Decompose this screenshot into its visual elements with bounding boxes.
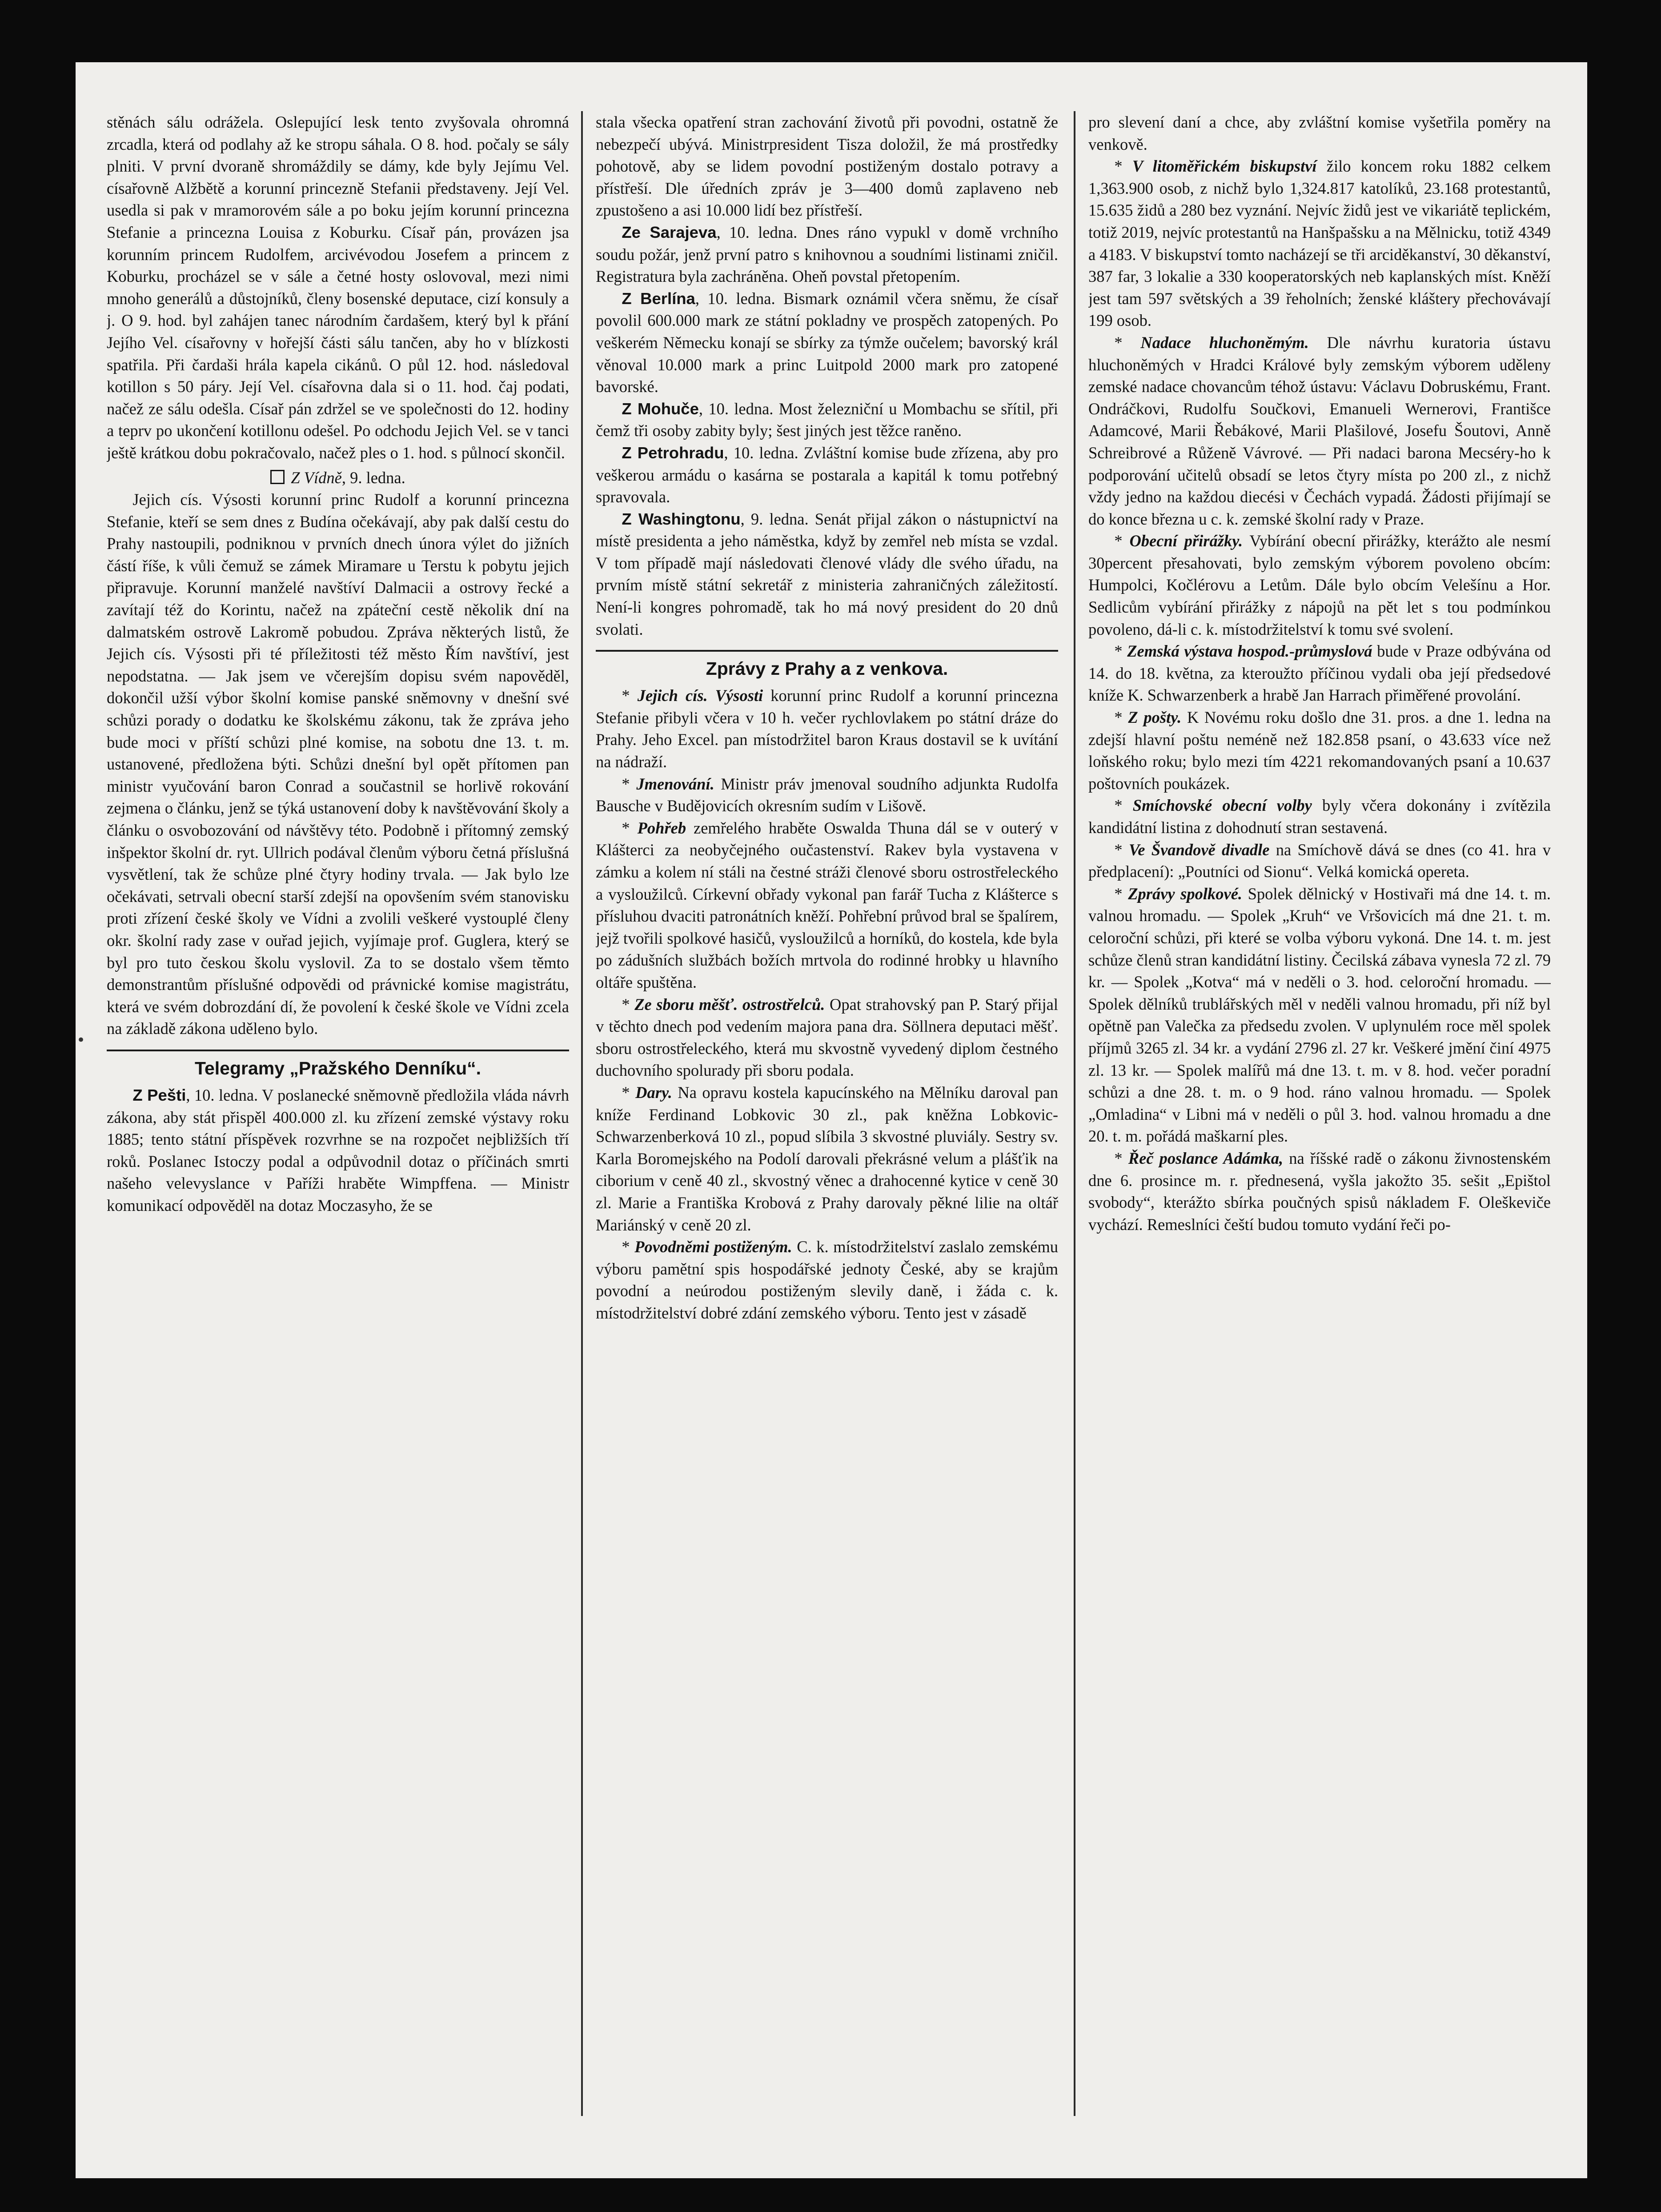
telegram-place: Z Petrohradu [622, 443, 724, 462]
news-keyword: Jmenování. [636, 774, 714, 793]
news-keyword: Smíchovské obecní volby [1132, 796, 1312, 815]
telegram-text: , 10. ledna. Most železniční u Mombachu se sřítil, při čemž tři osoby zabity byly; šest jiných jest těžce raněno. [596, 399, 1058, 440]
box-marker-icon [270, 470, 285, 484]
news-item: * Obecní přirážky. Vybírání obecní přirážky, kterážto ale nesmí 30percent přesahovati, bylo zemským výborem povoleno obcím: Humpolci, Kočlérovu a Letům. Dále bylo obcím Velešínu a Hor. Sedlicům vybírání přirážky z nápojů na pět let s tou podmínkou povoleno, dá-li c. k. místodržitelství k tomu své svolení. [1088, 532, 1551, 638]
telegram-text: , 10. ledna. Dnes ráno vypukl v domě vrchního soudu požár, jenž první patro s knihovnou a soudními listinami zničil. Registratura byla zachráněna. Oheň povstal přetopením. [596, 223, 1058, 286]
news-text: Dle návrhu kuratoria ústavu hluchoněmých v Hradci Králové byly zemským výborem uděleny zemské nadace chovancům téhož ústavu: Václavu Dobruskému, Frant. Ondráčkovi, Rudolfu Součkovi, Emanueli Wernerovi, Františce Adamcové, Marii Řebákové, Marii Plašilové, Josefu Šoutovi, Anně Schreibrové a Růženě Vávrové. — Při nadaci barona Mecséry-ho k podporování učitelů obsadí se letos čtyry místa po 200 zl., z nichž vždy jedno na každou diecési v Čechách vypadá. Žádosti přijímají se do konce března u c. k. zemské školní rady v Praze. [1088, 333, 1551, 528]
column-divider [581, 111, 583, 2116]
news-text: bude v Praze odbývána od 14. do 18. května, za kteroužto příčinou vydali oba její předsedové kníže K. Schwarzenberk a hrabě Jan Harrach přiměřené provolání. [1088, 642, 1551, 705]
news-text: Vybírání obecní přirážky, kterážto ale nesmí 30percent přesahovati, bylo zemským výborem povoleno obcím: Humpolci, Kočlérovu a Letům. Dále bylo obcím Velešínu a Hor. Sedlicům vybírání přirážky z nápojů na pět let s tou podmínkou povoleno, dá-li c. k. místodržitelství k tomu své svolení. [1088, 532, 1551, 638]
news-keyword: Z pošty. [1128, 708, 1182, 727]
news-keyword: Zprávy spolkové. [1128, 884, 1243, 903]
vienna-dateline [107, 467, 569, 489]
pest-continued-paragraph: stala všecka opatření stran zachování životů při povodni, ostatně že nebezpečí ubývá. Ministrpresident Tisza doložil, že má prostředky pohotově, aby se lidem povodní postiženým dostalo potravy a přístřeší. Dle úředních zpráv je 3—400 domů zaplaveno neb zpustošeno a asi 10.000 lidí bez přístřeší. [596, 113, 1058, 220]
news-item: * Smíchovské obecní volby byly včera dokonány i zvítězila kandidátní listina z dohodnutí stran sestavená. [1088, 796, 1551, 837]
news-keyword: Jejich cís. Výsosti [637, 686, 763, 705]
news-text: korunní princ Rudolf a korunní princezna Stefanie přibyli včera v 10 h. večer rychlovlakem po státní dráze do Prahy. Jeho Excel. pan místodržitel baron Kraus dostavil se k uvítání na nádraží. [596, 686, 1058, 771]
telegram-place: Z Mohuče [622, 399, 699, 418]
news-item: * Ze sboru měšť. ostrostřelců. Opat strahovský pan P. Starý přijal v těchto dnech pod vedením majora pana dra. Söllnera deputaci měšť. sboru ostrostřeleckého, která mu skvostně vyvedený diplom čestného duchovního spolurady při sboru podala. [596, 995, 1058, 1080]
news-text: zemřelého hraběte Oswalda Thuna dál se v outerý v Klášterci za neobyčejného oučastenství. Rakev byla vystavena v zámku a kolem ní stáli na čestné stráži členové sboru ostrostřeleckého a vysloužilců. Církevní obřady vykonal pan farář Tucha z Klášterce s přísluhou dvaciti patronátních kněží. Pohřební průvod bral se špalírem, jejž tvořili spolkové hasičů, vysloužilců a horníků, do kostela, kde byla po zádušních službách božích mrtvola do rodinné hrobky u hlavního oltáře spuštěna. [596, 818, 1058, 991]
margin-bullet-icon: • [76, 1031, 86, 1049]
news-keyword: Ve Švandově divadle [1128, 840, 1270, 859]
news-text: žilo koncem roku 1882 celkem 1,363.900 osob, z nichž bylo 1,324.817 katolíků, 23.168 protestantů, 15.635 židů a 280 bez vyznání. Nejvíc židů jest ve vikariátě teplickém, totiž 2019, nejvíc protestantů na Hanšpašsku a na Mělnicku, totiž 4349 a 4183. V biskupství tomto nacházejí se tři arciděkanství, 30 děkanství, 387 far, 3 lokalie a 330 kooperatorských neb kaplanských míst. Kněží jest tam 597 světských a 39 řeholních; ženské kláštery přechovávají 199 osob. [1088, 157, 1551, 330]
news-item: * Zemská výstava hospod.-průmyslová bude v Praze odbývána od 14. do 18. května, za kteroužto příčinou vydali oba její předsedové kníže K. Schwarzenberk a hrabě Jan Harrach přiměřené provolání. [1088, 642, 1551, 705]
news-item: * Jmenování. Ministr práv jmenoval soudního adjunkta Rudolfa Bausche v Budějovicích okresním sudím v Lišově. [596, 774, 1058, 815]
news-text: C. k. místodržitelství zaslalo zemskému výboru pamětní spis hospodářské jednoty České, aby se krajům povodní a neúrodou postiženým slevily daně, i žáda c. k. místodržitelství dobré zdání zemského výboru. Tento jest v zásadě [596, 1238, 1058, 1322]
vienna-report-paragraph: Jejich cís. Výsosti korunní princ Rudolf a korunní princezna Stefanie, kteří se sem dnes z Budína očekávají, aby pak další cestu do Prahy nastoupili, podniknou v prvních dnech února výlet do jižních částí říše, k vůli čemuž se zámek Miramare u Terstu k pobytu jejich připravuje. Korunní manželé navštíví Dalmacii a ostrovy řecké a zavítají též do Korintu, načež na zpáteční cestě několik dní na dalmatském ostrově Lakromě pobudou. Zpráva některých listů, že Jejich cís. Výsosti při té příležitosti též město Řím navštíví, jest nepodstatna. — Jak jsem ve včerejším dopisu svém napověděl, dokončil užší výbor školní komise panské sněmovny v dnešní své schůzi porady o dodatku ke školskému zákonu, tak že zpráva jeho bude moci v příští schůzi plné komise, na sobotu dne 13. t. m. ustanovené, předložena býti. Schůzi dnešní byl opět přítomen pan ministr vyučování baron Conrad a součastnil se horlivě rokování zejmena o článku, jenž se týká ustanovení doby k navštěvování školy a článku o osvobozování od návštěvy této. Podobně i přítomný zemský inšpektor školní dr. ryt. Ullrich podával členům výboru četná příslušná vysvětlení, tak že schůze plné čtyry hodiny trvala. — Jak bylo lze očekávati, setrvali obecní starší zdejší na opovšením svém stanovisku proti zřízení české školy ve Vídni a zvolili veškeré vystouplé členy okr. školní rady zase v ouřad jejich, vyjímaje prof. Guglera, který se byl pro tuto českou školu vyslovil. Za to se dostalo všem těmto demonstrantům příslušné odpovědi od právnické komise magistrátu, která ve svém dobrozdání dí, že povolení k české škole ve Vídni zcela na základě zákona uděleno bylo. [107, 490, 569, 1038]
news-keyword: Obecní přirážky. [1129, 532, 1243, 550]
news-item: * V litoměřickém biskupství žilo koncem roku 1882 celkem 1,363.900 osob, z nichž bylo 1,324.817 katolíků, 23.168 protestantů, 15.635 židů a 280 bez vyznání. Nejvíc židů jest ve vikariátě teplickém, totiž 2019, nejvíc protestantů na Hanšpašsku a na Mělnicku, totiž 4349 a 4183. V biskupství tomto nacházejí se tři arciděkanství, 30 děkanství, 387 far, 3 lokalie a 330 kooperatorských neb kaplanských míst. Kněží jest tam 597 světských a 39 řeholních; ženské kláštery přechovávají 199 osob. [1088, 157, 1551, 330]
telegram-text: , 10. ledna. Zvláštní komise bude zřízena, aby pro veškerou armádu o kasárna se postarala a kapitál k tomu potřebný spravovala. [596, 443, 1058, 506]
news-keyword: V litoměřickém biskupství [1132, 157, 1317, 176]
newspaper-page [76, 62, 1587, 2178]
telegram-text: , 10. ledna. Bismark oznámil včera sněmu, že císař povolil 600.000 mark ze státní pokladny ve prospěch zatopených. Po veškerém Německu konají se sbírky za týmže oučelem; bavorský král věnoval 10.000 mark a princ Luitpold 2000 mark pro zatopené bavorské. [596, 289, 1058, 396]
news-item: * Zprávy spolkové. Spolek dělnický v Hostivaři má dne 14. t. m. valnou hromadu. — Spolek „Kruh“ ve Vršovicích má dne 21. t. m. celoroční schůzi, při které se volba výboru vykoná. Dne 14. t. m. jest schůze členů stran kandidátní listiny. Čecilská zábava vynesla 72 zl. 79 kr. — Spolek „Kotva“ má v neděli o 3. hod. celoroční hromadu. — Spolek dělníků trublářských měl v neděli valnou hromadu, při níž byl opětně pan Valečka za předsedu zvolen. V uplynulém roce měl spolek příjmů 3265 zl. 34 kr. a vydání 2796 zl. 27 kr. Veškeré jmění činí 4975 zl. 13 kr. — Spolek malířů má dne 13. t. m. v 8. hod. večer poradní schůzi a dne 28. t. m. o 9 hod. ráno valnou hromadu. — Spolek „Omladina“ v Libni má v neděli o půl 3. hod. valnou hromadu a dne 20. t. m. pořádá maškarní ples. [1088, 884, 1551, 1146]
news-item: * Povodněmi postiženým. C. k. místodržitelství zaslalo zemskému výboru pamětní spis hospodářské jednoty České, aby se krajům povodní a neúrodou postiženým slevily daně, i žáda c. k. místodržitelství dobré zdání zemského výboru. Tento jest v zásadě [596, 1238, 1058, 1322]
news-keyword: Řeč poslance Adámka, [1128, 1149, 1284, 1167]
telegram-item [596, 398, 1058, 442]
news-item: * Nadace hluchoněmým. Dle návrhu kuratoria ústavu hluchoněmých v Hradci Králové byly zemským výborem uděleny zemské nadace chovancům téhož ústavu: Václavu Dobruskému, Frant. Ondráčkovi, Rudolfu Součkovi, Emanueli Wernerovi, Františce Adamcové, Marii Řebákové, Marii Plašilové, Josefu Šoutovi, Anně Schreibrové a Růženě Vávrové. — Při nadaci barona Mecséry-ho k podporování učitelů obsadí se letos čtyry místa po 200 zl., z nichž vždy jedno na každou diecési v Čechách vypadá. Žádosti přijímají se do konce března u c. k. zemské školní rady v Praze. [1088, 333, 1551, 528]
news-text: na říšské radě o zákonu živnostenském dne 6. prosince m. r. přednesená, vyšla jakožto 35. sešit „Epištol svobody“, kterážto sbírka poučných spisů nákladem F. Oleškeviče vychází. Remeslníci čeští budou tomuto vydání řeči po- [1088, 1149, 1551, 1234]
news-item: * Dary. Na opravu kostela kapucínského na Mělníku daroval pan kníže Ferdinand Lobkovic 30 zl., pak kněžna Lobkovic-Schwarzenberková 10 zl., popud slíbila 3 skvostné pluviály. Sestry sv. Karla Boromejského na Podolí darovali překrásné velum a plášťik na ciborium v ceně 40 zl., skvostný věnec a drahocenné kytice v ceně 30 zl. Marie a Františka Krobová z Prahy darovaly pěkné lilie na oltář Mariánský v ceně 20 zl. [596, 1083, 1058, 1234]
prague-news-heading: Zprávy z Prahy a z venkova. [596, 650, 1058, 680]
news-text: Spolek dělnický v Hostivaři má dne 14. t. m. valnou hromadu. — Spolek „Kruh“ ve Vršovicích má dne 21. t. m. celoroční schůzi, při které se volba výboru vykoná. Dne 14. t. m. jest schůze členů stran kandidátní listiny. Čecilská zábava vynesla 72 zl. 79 kr. — Spolek „Kotva“ má v neděli o 3. hod. celoroční hromadu. — Spolek dělníků trublářských měl v neděli valnou hromadu, při níž byl opětně pan Valečka za předsedu zvolen. V uplynulém roce měl spolek příjmů 3265 zl. 34 kr. a vydání 2796 zl. 27 kr. Veškeré jmění činí 4975 zl. 13 kr. — Spolek malířů má dne 13. t. m. v 8. hod. večer poradní schůzi a dne 28. t. m. o 9 hod. ráno valnou hromadu. — Spolek „Omladina“ v Libni má v neděli o půl 3. hod. valnou hromadu a dne 20. t. m. pořádá maškarní ples. [1088, 884, 1551, 1146]
news-text: byly včera dokonány i zvítězila kandidátní listina z dohodnutí stran sestavená. [1088, 796, 1551, 837]
news-item: * Z pošty. K Novému roku došlo dne 31. pros. a dne 1. ledna na zdejší hlavní poštu neméně než 182.858 psaní, o 43.633 více než loňského roku; bylo mezi tím 4221 rekomandovaných psaní a 10.637 poštovních poukázek. [1088, 708, 1551, 793]
news-item: * Ve Švandově divadle na Smíchově dává se dnes (co 41. hra v předplacení): „Poutníci od Sionu“. Velká komická opereta. [1088, 840, 1551, 881]
vienna-dateline-date: , 9. ledna. [341, 468, 405, 487]
telegram-text: , 9. ledna. Senát přijal zákon o nástupnictví na místě presidenta a jeho náměstka, když by zemřel neb místa se vzdal. V tom případě mají následovati členové vlády dle svého úřadu, na prvním místě státní sekretář z ministeria zahraničných záležitostí. Není-li kongres pohromadě, tak ho má nový president do 20 dnů svolati. [596, 509, 1058, 638]
telegrams-heading: Telegramy „Pražského Denníku“. [107, 1050, 569, 1080]
news-keyword: Nadace hluchoněmým. [1140, 333, 1309, 352]
news-keyword: Dary. [635, 1083, 672, 1102]
pest-text: , 10. ledna. V poslanecké sněmovně předložila vláda návrh zákona, aby stát přispěl 400.000 zl. ku zřízení zemské výstavy roku 1885; tento státní příspěvek rozvrhne se na rozpočet nejbližších tří roků. Poslanec Istoczy podal a odpůvodnil dotaz o příčinách smrti našeho velevyslance v Paříži hraběte Wimpffena. — Ministr komunikací odpověděl na dotaz Moczasyho, že se [107, 1086, 569, 1214]
telegram-place: Z Berlína [622, 289, 695, 308]
news-item: * Jejich cís. Výsosti korunní princ Rudolf a korunní princezna Stefanie přibyli včera v 10 h. večer rychlovlakem po státní dráze do Prahy. Jeho Excel. pan místodržitel baron Kraus dostavil se k uvítání na nádraží. [596, 686, 1058, 771]
pest-place: Z Pešti [132, 1086, 186, 1104]
news-text: na Smíchově dává se dnes (co 41. hra v předplacení): „Poutníci od Sionu“. Velká komická opereta. [1088, 840, 1551, 881]
vienna-dateline-place: Z Vídně [291, 468, 342, 487]
telegram-item [596, 221, 1058, 288]
news-text: Na opravu kostela kapucínského na Mělníku daroval pan kníže Ferdinand Lobkovic 30 zl., pak kněžna Lobkovic-Schwarzenberková 10 zl., popud slíbila 3 skvostné pluviály. Sestry sv. Karla Boromejského na Podolí darovali překrásné velum a plášťik na ciborium v ceně 40 zl., skvostný věnec a drahocenné kytice v ceně 30 zl. Marie a Františka Krobová z Prahy darovaly pěkné lilie na oltář Mariánský v ceně 20 zl. [596, 1083, 1058, 1234]
column-right [1088, 111, 1551, 2129]
news-text: K Novému roku došlo dne 31. pros. a dne 1. ledna na zdejší hlavní poštu neméně než 182.858 psaní, o 43.633 více než loňského roku; bylo mezi tím 4221 rekomandovaných psaní a 10.637 poštovních poukázek. [1088, 708, 1551, 793]
pest-telegram [107, 1084, 569, 1217]
news-keyword: Pohřeb [637, 818, 686, 837]
telegram-item [596, 508, 1058, 641]
telegram-place: Ze Sarajeva [622, 223, 717, 241]
news-text: Ministr práv jmenoval soudního adjunkta Rudolfa Bausche v Budějovicích okresním sudím v Lišově. [596, 774, 1058, 815]
news-text: Opat strahovský pan P. Starý přijal v těchto dnech pod vedením majora pana dra. Söllnera deputaci měšť. sboru ostrostřeleckého, která mu skvostně vyvedený diplom čestného duchovního spolurady při sboru podala. [596, 995, 1058, 1080]
news-keyword: Ze sboru měšť. ostrostřelců. [634, 995, 825, 1014]
news-item: * Řeč poslance Adámka, na říšské radě o zákonu živnostenském dne 6. prosince m. r. přednesená, vyšla jakožto 35. sešit „Epištol svobody“, kterážto sbírka poučných spisů nákladem F. Oleškeviče vychází. Remeslníci čeští budou tomuto vydání řeči po- [1088, 1149, 1551, 1234]
ball-report-paragraph: stěnách sálu odrážela. Oslepující lesk tento zvyšovala ohromná zrcadla, která od podlahy až ke stropu sáhala. O 8. hod. počaly se sály plniti. V první dvoraně shromáždily se dámy, kde byly Jejímu Vel. císařovně Alžbětě a korunní princezně Stefanii představeny. Její Vel. usedla si pak v mramorovém sále a po boku jejím korunní princezna Stefanie a princezna Louisa z Koburku. Císař pán, provázen jsa korunním princem Rudolfem, arcivévodou Josefem a princem z Koburku, procházel se v sále a četné hosty oslovoval, mezi nimi mnoho generálů a důstojníků, členy bosenské deputace, cizí konsuly a j. O 9. hod. byl zahájen tanec národním čardašem, který byl k přání Jejího Vel. císařovny v hořejší části sálu tančen, aby ho v blízkosti spatřila. Při čardaši hrála kapela cikánů. O půl 12. hod. následoval kotillon s 50 páry. Její Vel. císařovna dala si o 11. hod. čaj podati, načež ze sálu odešla. Císař pán zdržel se ve společnosti do 12. hodiny a teprv po ukončení kotillonu odešel. Po odchodu Jejich Vel. se v tanci ještě krátkou dobu pokračovalo, načež ples o 1. hod. s půlnocí skončil. [107, 113, 569, 462]
telegram-place: Z Washingtonu [622, 509, 741, 528]
column-left [107, 111, 569, 2129]
telegram-item [596, 288, 1058, 398]
column-middle [596, 111, 1058, 2129]
tax-continued-paragraph: pro slevení daní a chce, aby zvláštní komise vyšetřila poměry na venkově. [1088, 113, 1551, 153]
news-keyword: Zemská výstava hospod.-průmyslová [1127, 642, 1372, 661]
news-keyword: Povodněmi postiženým. [634, 1238, 792, 1256]
column-divider [1074, 111, 1075, 2116]
news-item: * Pohřeb zemřelého hraběte Oswalda Thuna dál se v outerý v Klášterci za neobyčejného oučastenství. Rakev byla vystavena v zámku a kolem ní stáli na čestné stráži členové sboru ostrostřeleckého a vysloužilců. Církevní obřady vykonal pan farář Tucha z Klášterce s přísluhou dvaciti patronátních kněží. Pohřební průvod bral se špalírem, jejž tvořili spolkové hasičů, vysloužilců a horníků, do kostela, kde byla po zádušních službách božích mrtvola do rodinné hrobky u hlavního oltáře spuštěna. [596, 818, 1058, 991]
telegram-item [596, 442, 1058, 508]
